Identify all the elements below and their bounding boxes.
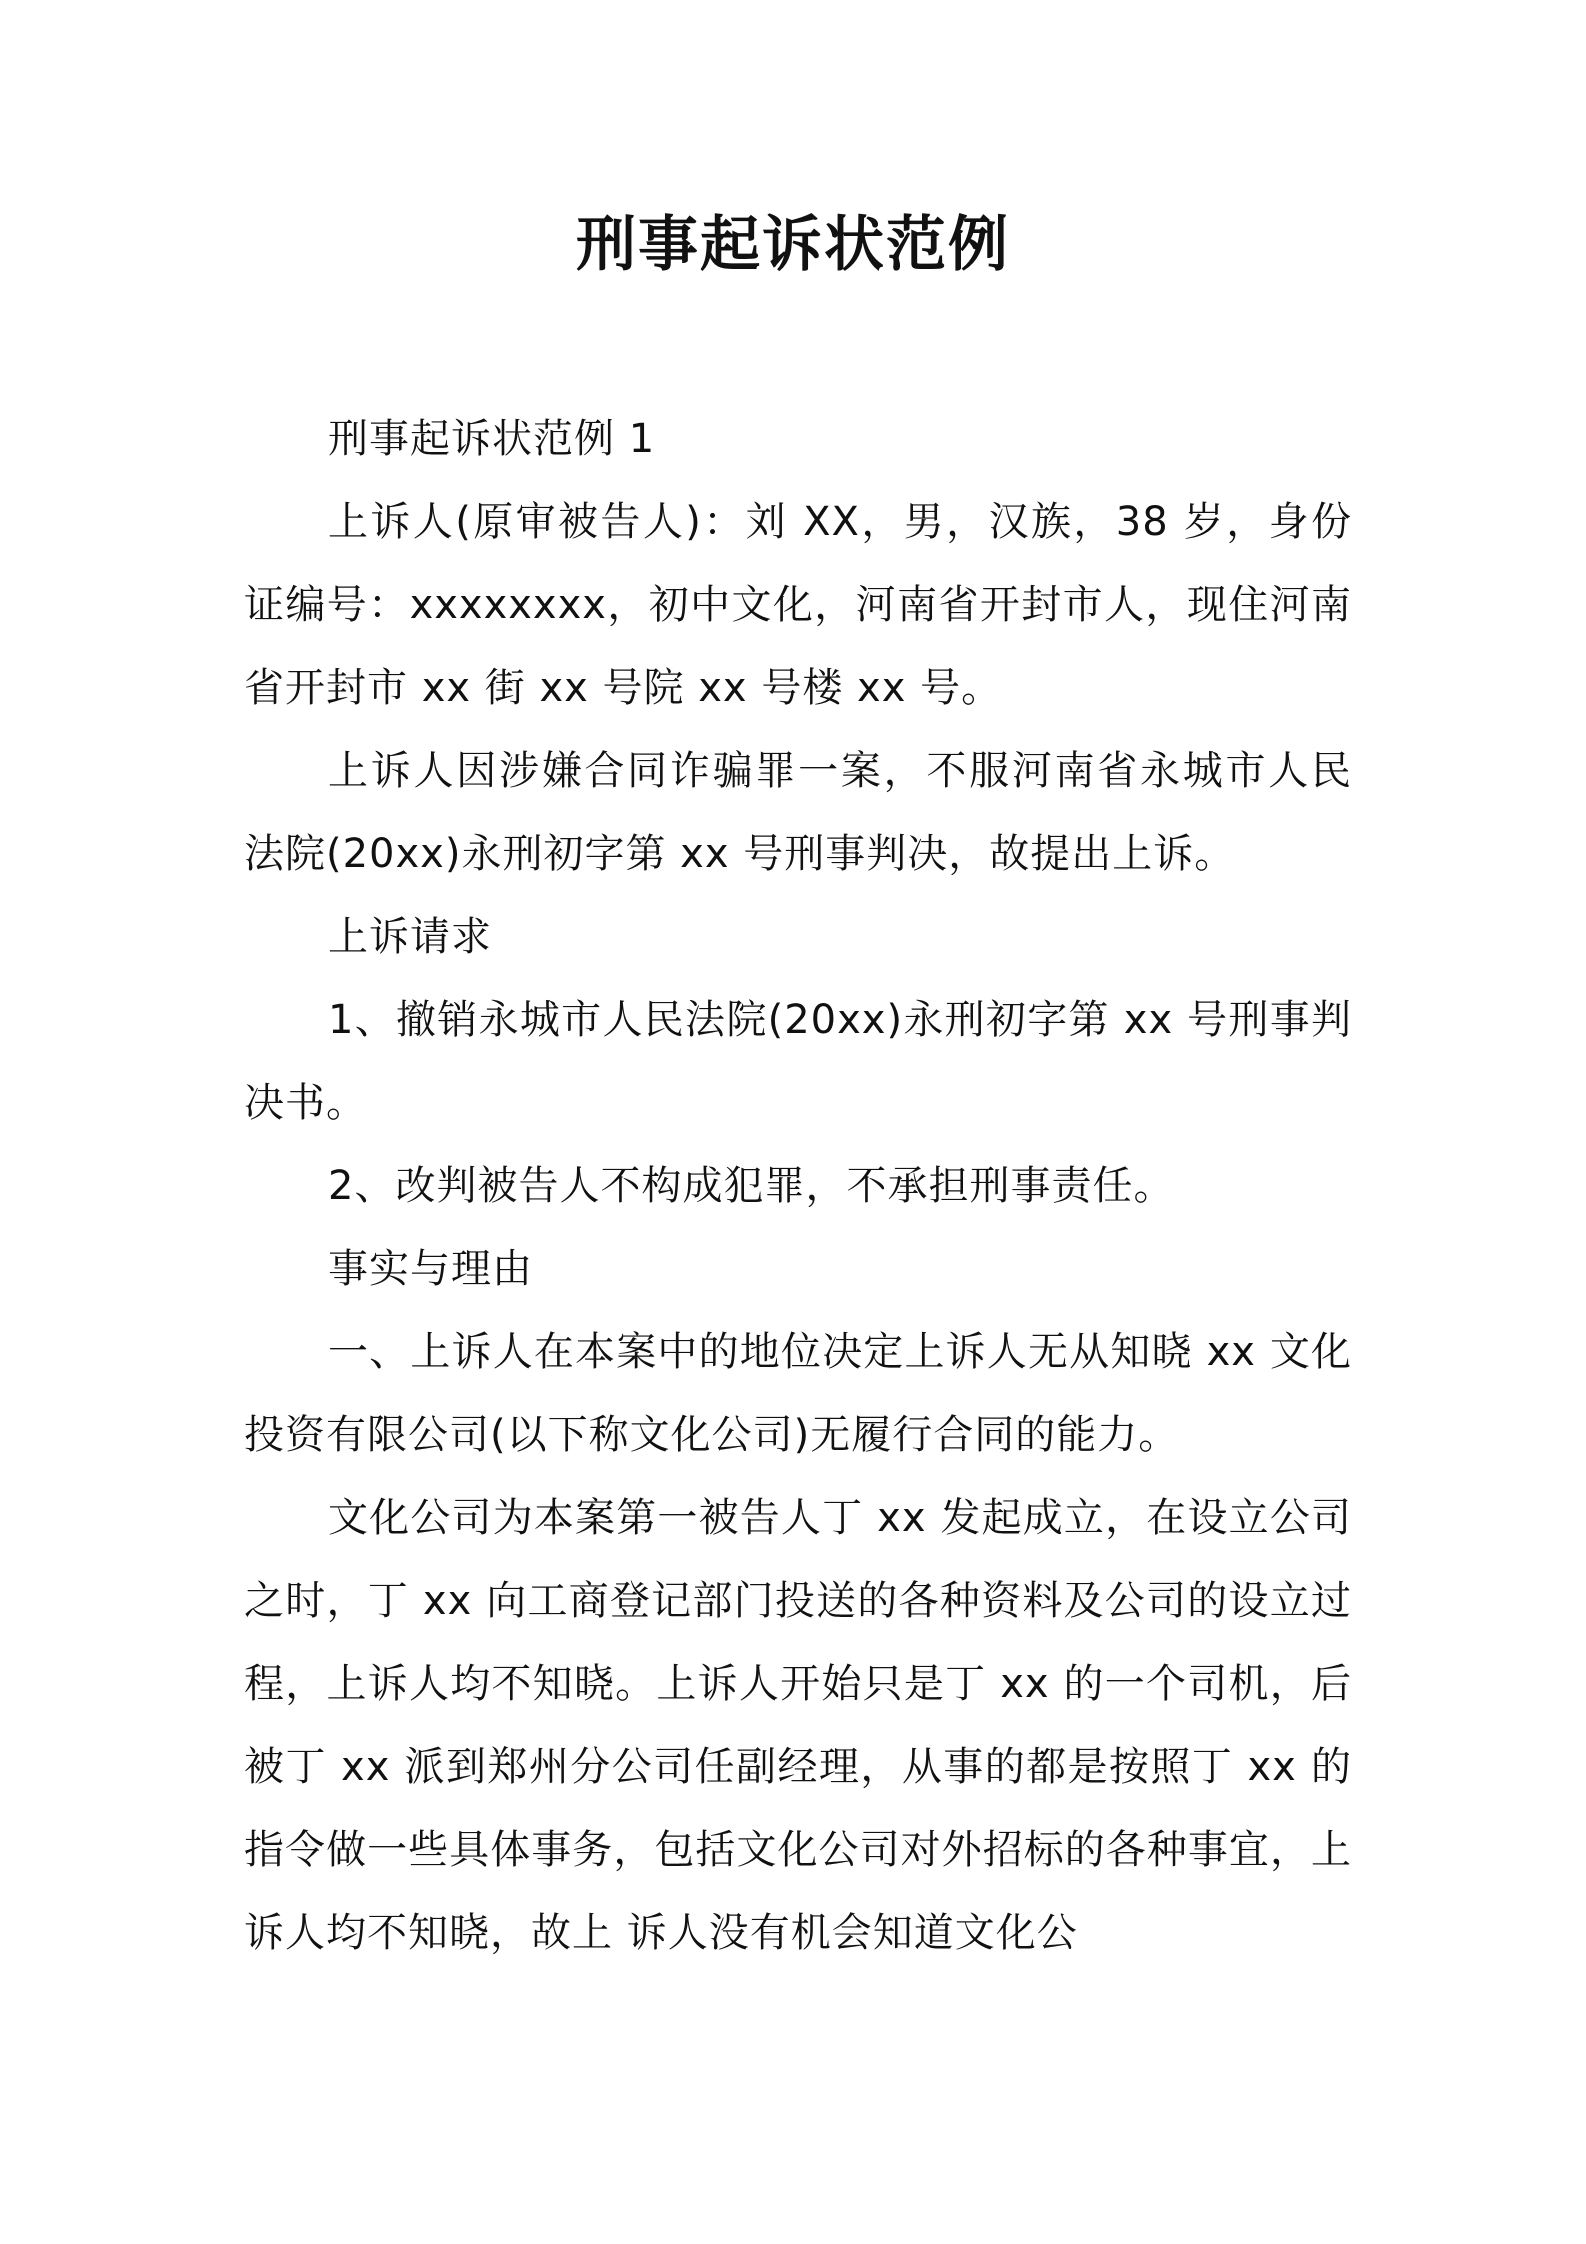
appeal-reason-paragraph: 上诉人因涉嫌合同诈骗罪一案，不服河南省永城市人民法院(20xx)永刑初字第 xx 号刑事判决，故提出上诉。 (244, 748, 1352, 877)
appellant-info-paragraph: 上诉人(原审被告人)：刘 XX，男，汉族，38 岁，身份证编号：xxxxxxxx，初中文化，河南省开封市人，现住河南省开封市 xx 街 xx 号院 xx 号楼 xx 号。 (244, 499, 1352, 711)
reason-detail-paragraph: 文化公司为本案第一被告人丁 xx 发起成立，在设立公司之时，丁 xx 向工商登记部门投送的各种资料及公司的设立过程，上诉人均不知晓。上诉人开始只是丁 xx 的一个司机，后被丁 xx 派到郑州分公司任副经理，从事的都是按照丁 xx 的指令做一些具体事务，包括文化公司对外招标的各种事宜，上诉人均不知晓，故上 诉人没有机会知道文化公 (244, 1495, 1352, 1956)
section-heading-appeal-request: 上诉请求 (328, 914, 492, 960)
document-title: 刑事起诉状范例 (576, 210, 1010, 280)
reason-point-1: 一、上诉人在本案中的地位决定上诉人无从知晓 xx 文化投资有限公司(以下称文化公司)无履行合同的能力。 (244, 1329, 1352, 1458)
request-item-2: 2、改判被告人不构成犯罪，不承担刑事责任。 (328, 1163, 1175, 1209)
section-heading-facts-reasons: 事实与理由 (328, 1246, 533, 1292)
section-heading-example-1: 刑事起诉状范例 1 (328, 416, 656, 462)
document-body (244, 398, 1352, 1975)
request-item-1: 1、撤销永城市人民法院(20xx)永刑初字第 xx 号刑事判决书。 (244, 997, 1352, 1126)
